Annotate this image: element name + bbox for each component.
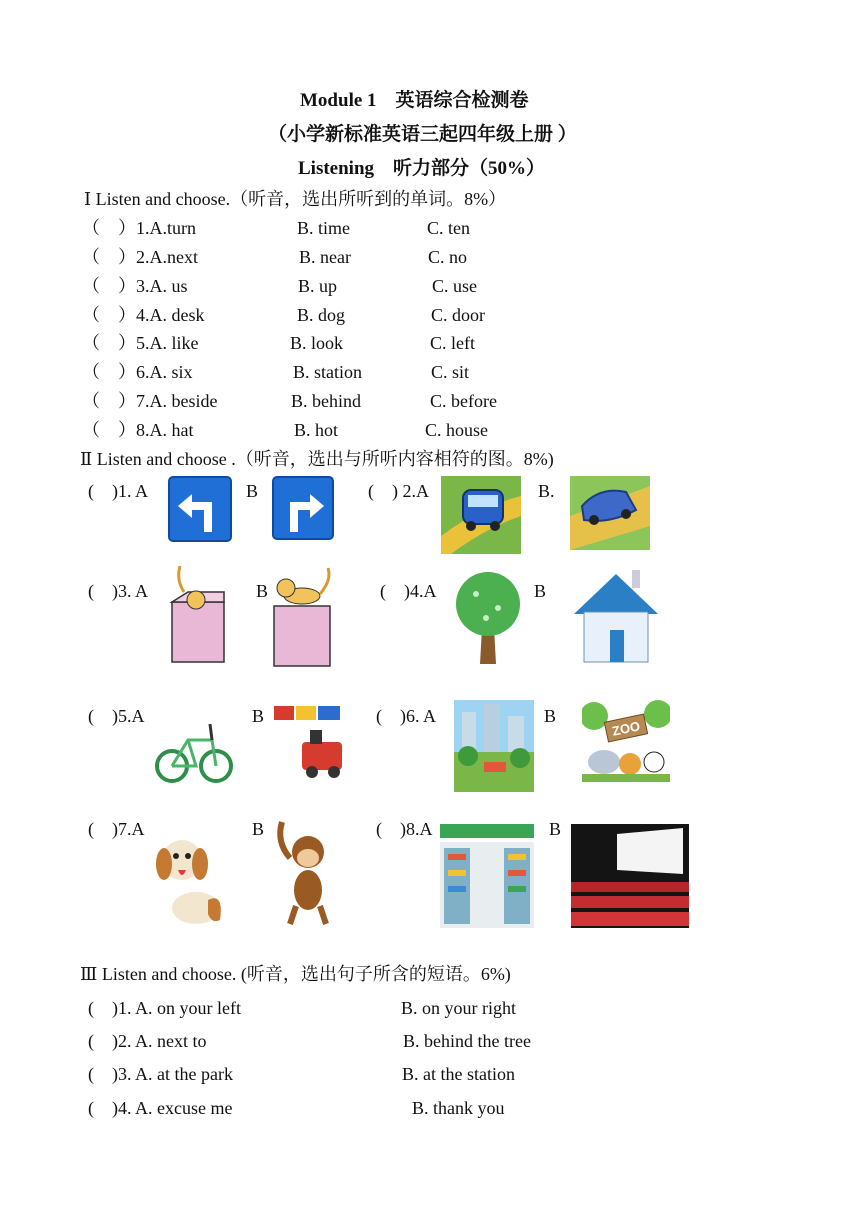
item-option-a: ( )4. A. excuse me xyxy=(88,1098,233,1118)
section1-heading: Ⅰ Listen and choose.（听音，选出所听到的单词。8%） xyxy=(84,189,507,209)
dog-image xyxy=(154,824,226,936)
item-option-c: C. use xyxy=(432,276,477,296)
item-option-a: ( )3. A. at the park xyxy=(88,1064,233,1084)
question-label: ( )7.A xyxy=(88,819,145,839)
question-label: ( )8.A xyxy=(376,819,433,839)
item-question: （ ）1.A.turn xyxy=(82,218,196,238)
item-option-c: C. no xyxy=(428,247,468,267)
item-option-b: B. hot xyxy=(294,420,339,440)
item-question: （ ）3.A. us xyxy=(82,276,188,296)
house-image xyxy=(570,566,662,668)
item-option-b: B. behind the tree xyxy=(403,1031,531,1051)
cat-in-box-image xyxy=(166,566,230,666)
item-option-a: ( )2. A. next to xyxy=(88,1031,207,1051)
turn-left-sign-icon xyxy=(168,476,232,542)
section3-heading: Ⅲ Listen and choose. (听音，选出句子所含的短语。6%) xyxy=(80,964,511,984)
toy-train-image xyxy=(272,700,352,780)
item-question: （ ）6.A. six xyxy=(82,362,193,382)
item-option-c: C. door xyxy=(431,305,485,325)
item-option-c: C. ten xyxy=(427,218,470,238)
item-question: （ ）4.A. desk xyxy=(82,305,205,325)
item-question: （ ）5.A. like xyxy=(82,333,199,353)
cat-on-box-image xyxy=(270,566,336,668)
zoo-sign-text: ZOO xyxy=(610,718,642,739)
item-option-b: B. dog xyxy=(297,305,346,325)
option-b-label: B xyxy=(549,819,562,839)
item-option-c: C. left xyxy=(430,333,475,353)
tree-image xyxy=(452,568,524,668)
option-b-label: B xyxy=(256,581,269,601)
bus-on-road-image xyxy=(441,476,521,554)
item-option-b: B. time xyxy=(297,218,350,238)
section2-heading: Ⅱ Listen and choose .（听音，选出与所听内容相符的图。8%) xyxy=(80,449,554,469)
item-question: （ ）7.A. beside xyxy=(82,391,218,411)
item-option-b: B. behind xyxy=(291,391,361,411)
item-option-c: C. house xyxy=(425,420,488,440)
monkey-image xyxy=(272,812,340,928)
item-option-b: B. near xyxy=(299,247,351,267)
item-option-a: ( )1. A. on your left xyxy=(88,998,241,1018)
supermarket-image xyxy=(440,824,534,928)
page-subtitle: （小学新标准英语三起四年级上册 ） xyxy=(268,124,577,145)
car-on-road-image xyxy=(570,476,650,550)
zoo-image xyxy=(582,700,670,782)
item-option-b: B. at the station xyxy=(402,1064,515,1084)
question-label: ( )1. A xyxy=(88,481,148,501)
question-label: ( )3. A xyxy=(88,581,148,601)
option-b-label: B. xyxy=(538,481,555,501)
item-option-b: B. look xyxy=(290,333,344,353)
item-question: （ ）2.A.next xyxy=(82,247,198,267)
park-image xyxy=(454,700,534,792)
option-b-label: B xyxy=(252,706,265,726)
page-title: Module 1 英语综合检测卷 xyxy=(300,90,529,111)
turn-right-sign-icon xyxy=(272,476,334,540)
item-option-b: B. thank you xyxy=(412,1098,505,1118)
item-option-b: B. station xyxy=(293,362,363,382)
bicycle-image xyxy=(154,700,234,788)
item-option-c: C. before xyxy=(430,391,497,411)
item-option-b: B. up xyxy=(298,276,338,296)
option-b-label: B xyxy=(246,481,259,501)
listening-title: Listening 听力部分（50%） xyxy=(298,158,546,179)
option-b-label: B xyxy=(544,706,557,726)
item-option-c: C. sit xyxy=(431,362,470,382)
question-label: ( ) 2.A xyxy=(368,481,429,501)
question-label: ( )6. A xyxy=(376,706,436,726)
cinema-image xyxy=(571,824,689,928)
option-b-label: B xyxy=(534,581,547,601)
question-label: ( )4.A xyxy=(380,581,437,601)
item-question: （ ）8.A. hat xyxy=(82,420,194,440)
option-b-label: B xyxy=(252,819,265,839)
question-label: ( )5.A xyxy=(88,706,145,726)
item-option-b: B. on your right xyxy=(401,998,516,1018)
